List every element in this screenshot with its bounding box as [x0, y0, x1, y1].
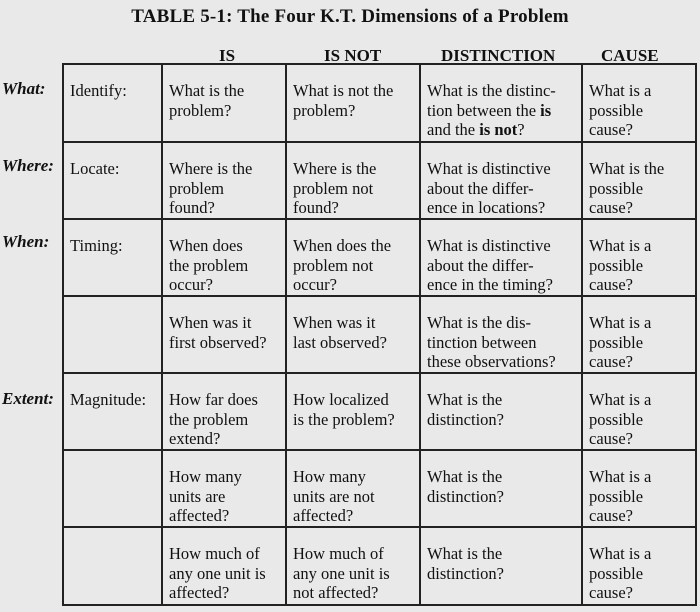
dimension-cell — [63, 450, 162, 527]
distinction-cell — [420, 142, 582, 219]
cause-cell — [582, 296, 696, 373]
cell-line: affected? — [169, 506, 230, 525]
cell-line: How many — [169, 467, 242, 486]
cause-cell — [582, 373, 696, 450]
cell-line: What is the — [427, 390, 503, 409]
cell-line — [427, 120, 575, 140]
is-not-cell — [286, 527, 420, 605]
cell-line: What is a — [589, 313, 652, 332]
cell-line: How much of — [293, 544, 384, 563]
distinction-cell — [420, 64, 582, 142]
is-cell — [162, 527, 286, 605]
cell-line: is the problem? — [293, 409, 395, 429]
row-label-where: Where: — [2, 156, 54, 175]
column-header-is: IS — [219, 46, 236, 65]
cell-line: last observed? — [293, 332, 387, 352]
distinction-cell — [420, 527, 582, 605]
dimension-cell — [63, 296, 162, 373]
is-cell — [162, 64, 286, 142]
column-header-distinction: DISTINCTION — [441, 46, 556, 65]
cell-line: cause? — [589, 275, 633, 294]
table-row — [63, 64, 696, 142]
cell-line: distinction? — [427, 486, 504, 506]
cell-text: tion between the — [427, 100, 541, 120]
cell-line: occur? — [293, 275, 337, 294]
cell-line: first observed? — [169, 332, 267, 352]
cell-line: How much of — [169, 544, 260, 563]
dimension-cell — [63, 142, 162, 219]
cell-line: What is a — [589, 81, 652, 100]
cell-line: What is a — [589, 390, 652, 409]
cell-line: possible — [589, 100, 644, 120]
dimension-cell — [63, 373, 162, 450]
cell-line: What is distinctive — [427, 159, 551, 178]
cell-line: cause? — [589, 429, 633, 448]
cell-emphasis: is not — [479, 120, 518, 139]
row-label-extent: Extent: — [2, 389, 54, 408]
cell-line: ence in the timing? — [427, 275, 553, 294]
table-row — [63, 219, 696, 296]
cell-line: What is the distinc- — [427, 81, 556, 100]
cell-line: How far does — [169, 390, 258, 409]
is-cell — [162, 296, 286, 373]
cell-line: When was it — [169, 313, 252, 332]
cell-line: What is the — [427, 544, 503, 563]
cell-line: How many — [293, 467, 366, 486]
table-row — [63, 527, 696, 605]
cell-line: distinction? — [427, 563, 504, 583]
cause-cell — [582, 219, 696, 296]
cell-line: not affected? — [293, 583, 379, 602]
dimension-label: Locate: — [70, 159, 120, 178]
is-not-cell — [286, 373, 420, 450]
dimension-cell — [63, 527, 162, 605]
row-label-when: When: — [2, 232, 50, 251]
cell-line: tinction between — [427, 332, 537, 352]
cell-line: Where is the — [293, 159, 377, 178]
cell-line: possible — [589, 563, 644, 583]
cell-line: When does the — [293, 236, 392, 255]
cell-line: When does — [169, 236, 243, 255]
distinction-cell — [420, 296, 582, 373]
table-row — [63, 450, 696, 527]
cell-line: What is a — [589, 544, 652, 563]
cell-line: the problem — [169, 255, 249, 275]
dimension-cell — [63, 219, 162, 296]
cell-line: about the differ- — [427, 178, 534, 198]
cell-line: the problem — [169, 409, 249, 429]
cell-line: problem? — [169, 100, 232, 120]
cause-cell — [582, 64, 696, 142]
is-not-cell — [286, 64, 420, 142]
column-header-is-not: IS NOT — [324, 46, 382, 65]
cell-line: cause? — [589, 120, 633, 139]
is-cell — [162, 142, 286, 219]
cell-line: What is a — [589, 467, 652, 486]
cell-text: and the — [427, 120, 480, 139]
is-cell — [162, 450, 286, 527]
cell-line: units are — [169, 486, 226, 506]
cell-line: possible — [589, 486, 644, 506]
cause-cell — [582, 450, 696, 527]
distinction-cell — [420, 450, 582, 527]
cell-line: problem not — [293, 178, 374, 198]
dimension-cell — [63, 64, 162, 142]
cell-line: What is a — [589, 236, 652, 255]
cell-line: Where is the — [169, 159, 253, 178]
cell-line: extend? — [169, 429, 221, 448]
is-not-cell — [286, 219, 420, 296]
cell-line — [427, 101, 575, 121]
cell-line: cause? — [589, 198, 633, 217]
cell-text: ? — [517, 120, 525, 139]
cause-cell — [582, 142, 696, 219]
cell-line: possible — [589, 409, 644, 429]
cell-line: What is distinctive — [427, 236, 551, 255]
distinction-cell — [420, 373, 582, 450]
cell-line: ence in locations? — [427, 198, 546, 217]
cell-line: these observations? — [427, 352, 556, 371]
cell-line: possible — [589, 255, 644, 275]
cell-line: When was it — [293, 313, 376, 332]
cell-line: any one unit is — [169, 563, 266, 583]
dimension-label: Magnitude: — [70, 390, 147, 409]
cell-line: possible — [589, 332, 644, 352]
table-row — [63, 142, 696, 219]
distinction-cell — [420, 219, 582, 296]
cell-line: possible — [589, 178, 644, 198]
table-title: TABLE 5-1: The Four K.T. Dimensions of a Problem — [131, 6, 569, 27]
is-not-cell — [286, 296, 420, 373]
cell-line: What is not the — [293, 81, 394, 100]
is-cell — [162, 373, 286, 450]
row-label-what: What: — [2, 79, 46, 98]
cell-emphasis: is — [540, 100, 552, 120]
is-not-cell — [286, 450, 420, 527]
cell-line: affected? — [293, 506, 354, 525]
cell-line: problem not — [293, 255, 374, 275]
is-cell — [162, 219, 286, 296]
cell-line: What is the — [169, 81, 245, 100]
cell-line: affected? — [169, 583, 230, 602]
cell-line: How localized — [293, 390, 389, 409]
cell-line: cause? — [589, 506, 633, 525]
cell-line: problem — [169, 178, 224, 198]
cell-line: What is the — [427, 467, 503, 486]
cell-line: about the differ- — [427, 255, 534, 275]
cell-line: What is the dis- — [427, 313, 532, 332]
cell-line: found? — [293, 198, 339, 217]
dimension-label: Timing: — [70, 236, 123, 255]
cell-line: any one unit is — [293, 563, 390, 583]
cell-line: units are not — [293, 486, 375, 506]
cell-line: problem? — [293, 100, 356, 120]
cause-cell — [582, 527, 696, 605]
cell-line: found? — [169, 198, 215, 217]
cell-line: What is the — [589, 159, 665, 178]
cell-line: distinction? — [427, 409, 504, 429]
column-header-cause: CAUSE — [601, 46, 659, 65]
table-row — [63, 373, 696, 450]
table-row — [63, 296, 696, 373]
dimension-label: Identify: — [70, 81, 127, 100]
cell-line: cause? — [589, 583, 633, 602]
cell-line: cause? — [589, 352, 633, 371]
kt-dimensions-table — [62, 63, 697, 606]
is-not-cell — [286, 142, 420, 219]
cell-line: occur? — [169, 275, 213, 294]
